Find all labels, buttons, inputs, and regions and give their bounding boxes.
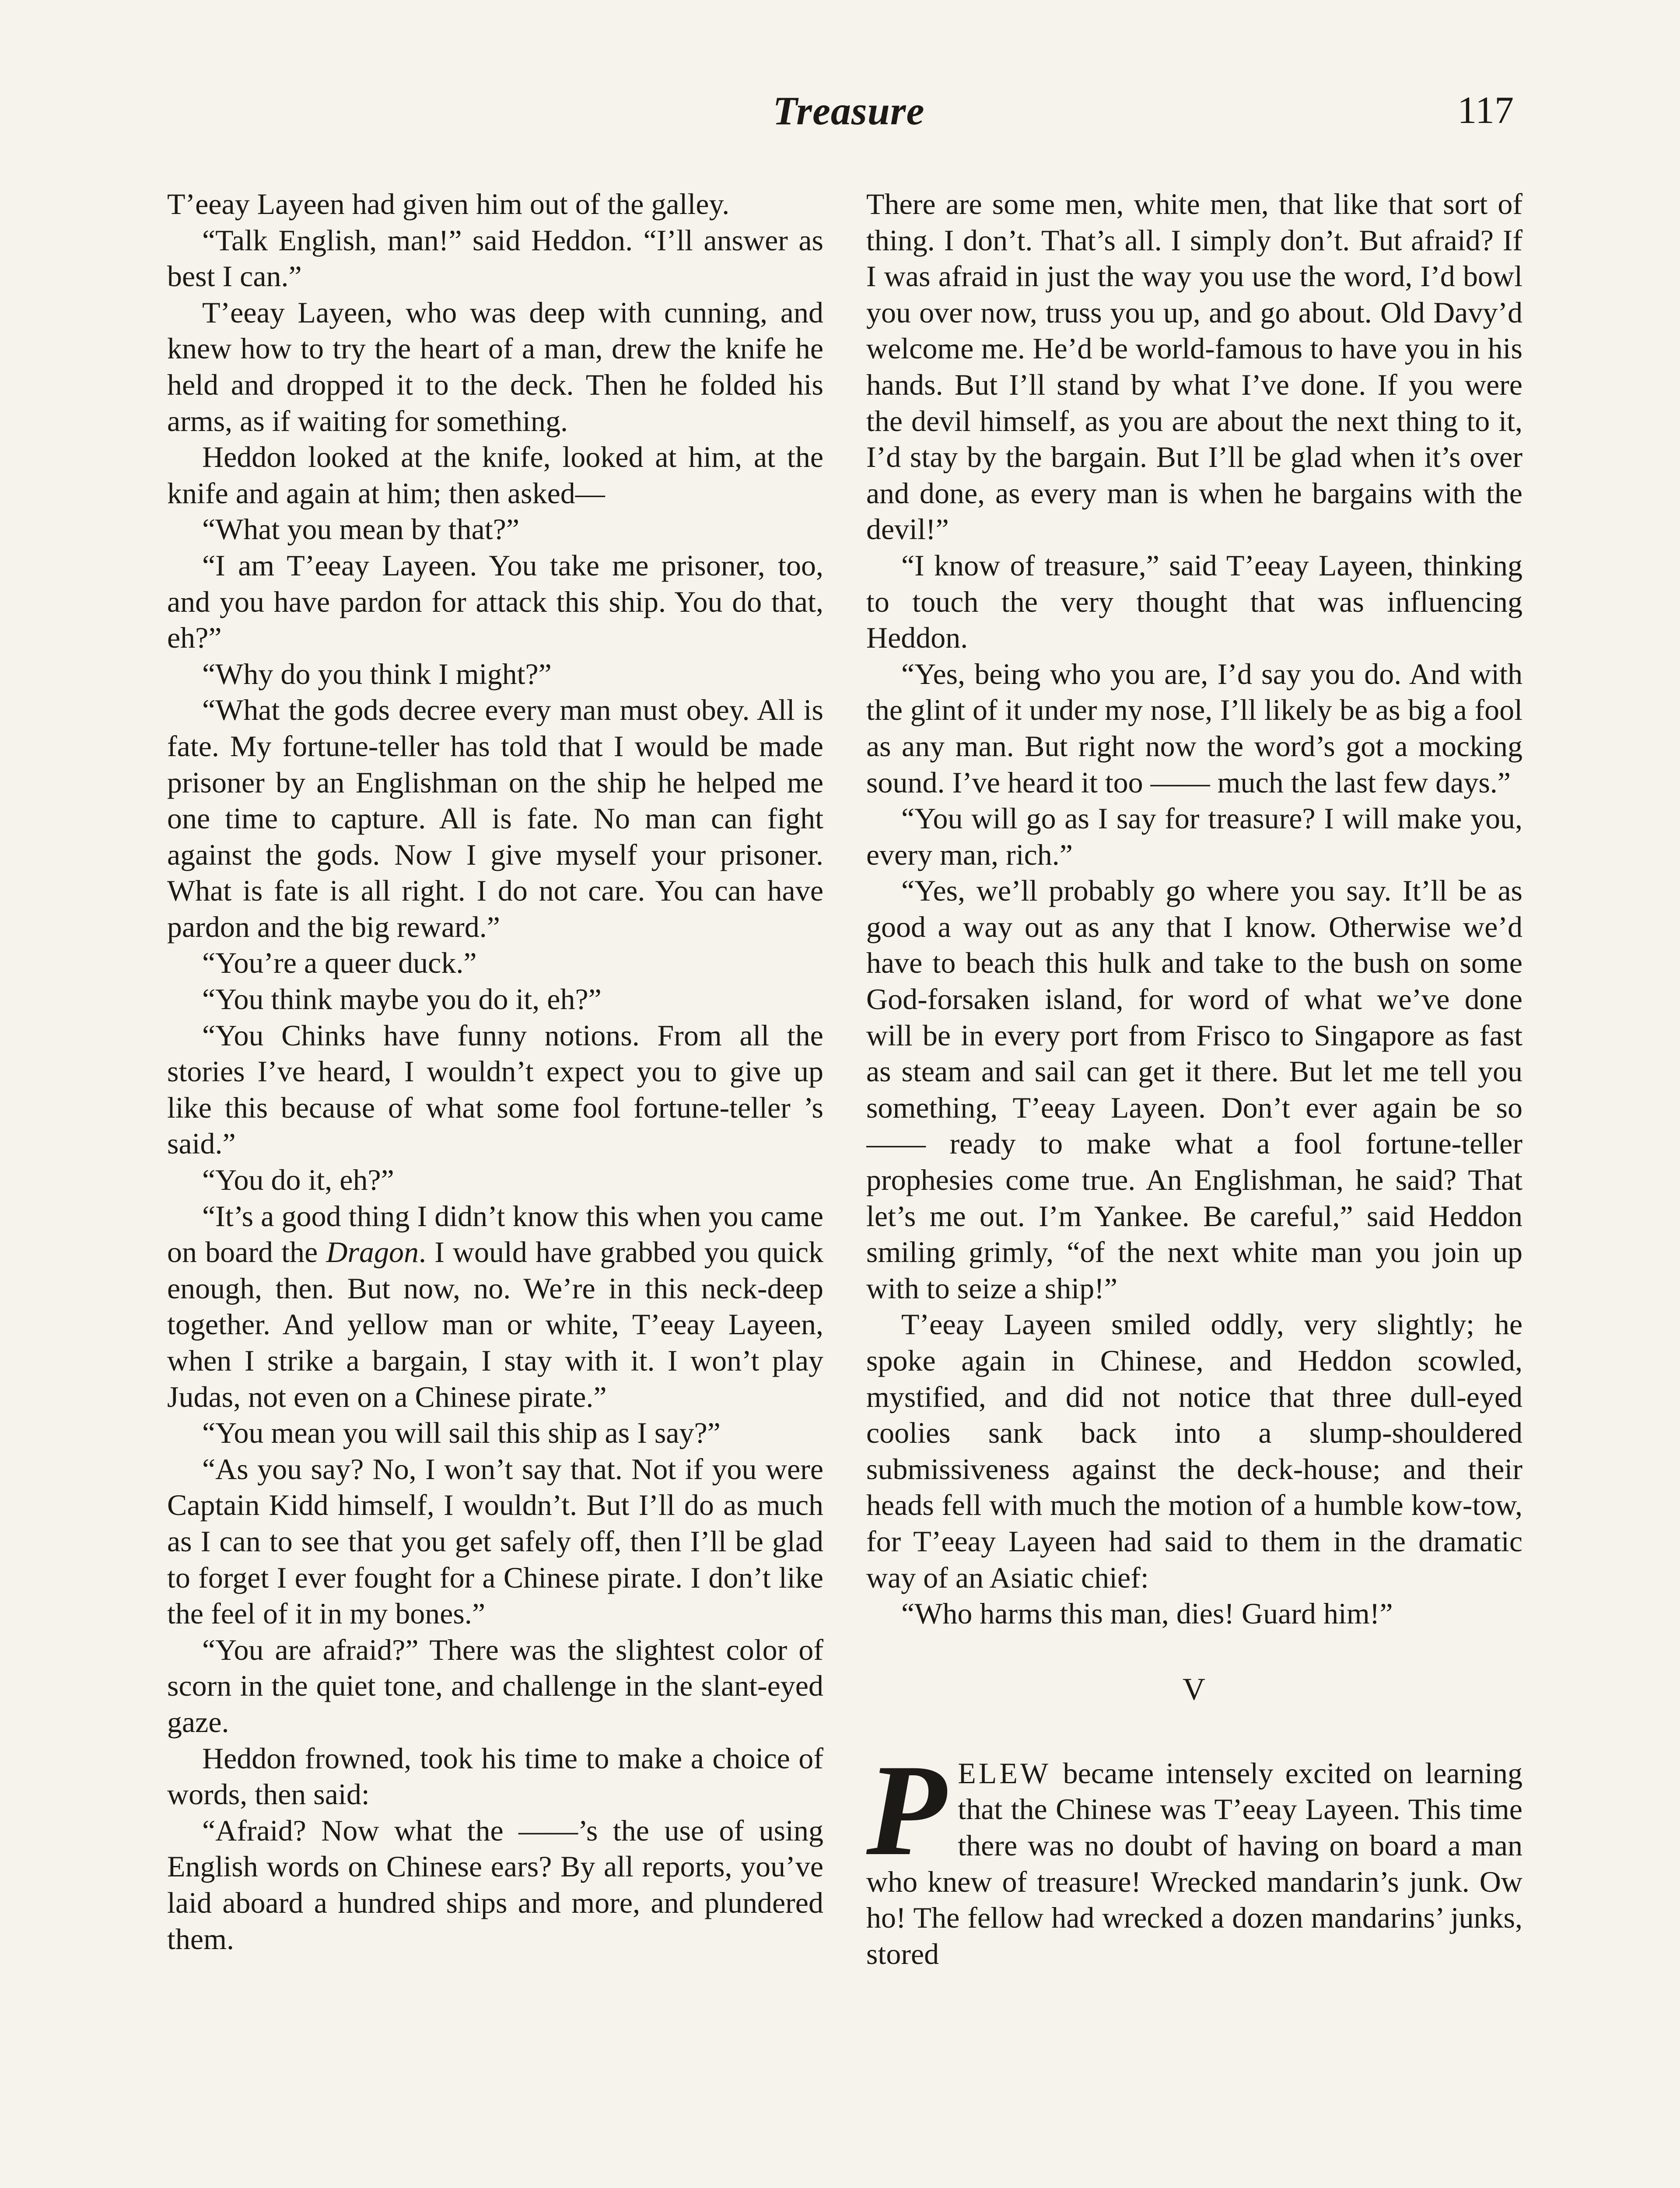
running-title: Treasure [773, 88, 925, 133]
paragraph: “You will go as I say for treasure? I will make you, every man, rich.” [866, 802, 1522, 871]
paragraph-text: “It’s a good thing I didn’t know this when you came on board the [167, 1199, 823, 1269]
paragraph: “You’re a queer duck.” [202, 946, 477, 980]
paragraph-with-ship-name [167, 1198, 823, 1415]
paragraph: “Talk English, man!” said Heddon. “I’ll answer as best I can.” [167, 223, 823, 293]
smallcaps-word: ELEW [958, 1756, 1051, 1790]
drop-cap: P [866, 1737, 947, 1883]
paragraph: “Yes, we’ll probably go where you say. It’ll be as good a way out as any that I know. Otherwise we’d have to beach this hulk and take to the bush on some God-forsaken island, for word of what we’ve done will be in every port from Frisco to Singapore as fast as steam and sail can get it there. But let me tell you something, T’eeay Layeen. Don’t ever again be so —— ready to make what a fool fortune-teller prophesies come true. An Englishman, he said? That let’s me out. I’m Yankee. Be careful,” said Heddon smiling grimly, “of the next white man you join up with to seize a ship!” [866, 874, 1522, 1305]
dropcap-paragraph [866, 1737, 1522, 1972]
paragraph: There are some men, white men, that like that sort of thing. I don’t. That’s all. I simply don’t. But afraid? If I was afraid in just the way you use the word, I’d bowl you over now, truss you up, and go about. Old Davy’d welcome me. He’d be world-famous to have you in his hands. But I’ll stand by what I’ve done. If you were the devil himself, as you are about the next thing to it, I’d stay by the bargain. But I’ll be glad when it’s over and done, as every man is when he bargains with the devil!” [866, 187, 1522, 546]
paragraph-text: became intensely excited on learning that the Chinese was T’eeay Layeen. This time there was no doubt of having on board a man who knew of treasure! Wrecked mandarin’s junk. Ow ho! The fellow had wrecked a dozen mandarins’ junks, stored [866, 1756, 1522, 1971]
page-header [0, 88, 1680, 158]
paragraph: “You do it, eh?” [202, 1163, 394, 1197]
paragraph: “I know of treasure,” said T’eeay Layeen, thinking to touch the very thought that was influencing Heddon. [866, 548, 1522, 655]
paragraph: “As you say? No, I won’t say that. Not if you were Captain Kidd himself, I wouldn’t. But I’ll do as much as I can to see that you get safely off, then I’ll be glad to forget I ever fought for a Chinese pirate. I don’t like the feel of it in my bones.” [167, 1452, 823, 1630]
paragraph: “What you mean by that?” [202, 512, 520, 546]
right-column [866, 186, 1522, 2188]
paragraph: “Yes, being who you are, I’d say you do. And with the glint of it under my nose, I’ll likely be as big a fool as any man. But right now the word’s got a mocking sound. I’ve heard it too —— much the last few days.” [866, 657, 1522, 799]
paragraph: “You Chinks have funny notions. From all the stories I’ve heard, I wouldn’t expect you to give up like this because of what some fool fortune-teller ’s said.” [167, 1018, 823, 1161]
paragraph: T’eeay Layeen, who was deep with cunning, and knew how to try the heart of a man, drew the knife he held and dropped it to the deck. Then he folded his arms, as if waiting for something. [167, 295, 823, 438]
paragraph: “I am T’eeay Layeen. You take me prisoner, too, and you have pardon for attack this ship. You do that, eh?” [167, 548, 823, 655]
paragraph: Heddon frowned, took his time to make a choice of words, then said: [167, 1741, 823, 1811]
paragraph: “You think maybe you do it, eh?” [202, 982, 602, 1016]
paragraph: Heddon looked at the knife, looked at him, at the knife and again at him; then asked— [167, 440, 823, 510]
ship-name: Dragon [326, 1235, 419, 1269]
left-column [167, 186, 823, 2188]
section-heading: V [1183, 1671, 1206, 1707]
paragraph: “Why do you think I might?” [202, 657, 552, 691]
paragraph: “Who harms this man, dies! Guard him!” [901, 1597, 1393, 1630]
paragraph: “Afraid? Now what the ——’s the use of using English words on Chinese ears? By all reports, you’ve laid aboard a hundred ships and more, and plundered them. [167, 1813, 823, 1956]
page-number: 117 [1457, 89, 1514, 132]
paragraph-text: . I would have grabbed you quick enough, then. But now, no. We’re in this neck-deep together. And yellow man or white, T’eeay Layeen, when I strike a bargain, I stay with it. I won’t play Judas, not even on a Chinese pirate.” [167, 1235, 823, 1413]
paragraph: “What the gods decree every man must obey. All is fate. My fortune-teller has told that I would be made prisoner by an Englishman on the ship he helped me one time to capture. All is fate. No man can fight against the gods. Now I give myself your prisoner. What is fate is all right. I do not care. You can have pardon and the big reward.” [167, 693, 823, 943]
paragraph: “You mean you will sail this ship as I say?” [202, 1416, 721, 1450]
paragraph: T’eeay Layeen smiled oddly, very slightly; he spoke again in Chinese, and Heddon scowled, mystified, and did not notice that three dull-eyed coolies sank back into a slump-shouldered submissiveness against the deck-house; and their heads fell with much the motion of a humble kow-tow, for T’eeay Layeen had said to them in the dramatic way of an Asiatic chief: [866, 1308, 1522, 1594]
paragraph: T’eeay Layeen had given him out of the galley. [167, 187, 730, 221]
paragraph: “You are afraid?” There was the slightest color of scorn in the quiet tone, and challenge in the slant-eyed gaze. [167, 1633, 823, 1739]
